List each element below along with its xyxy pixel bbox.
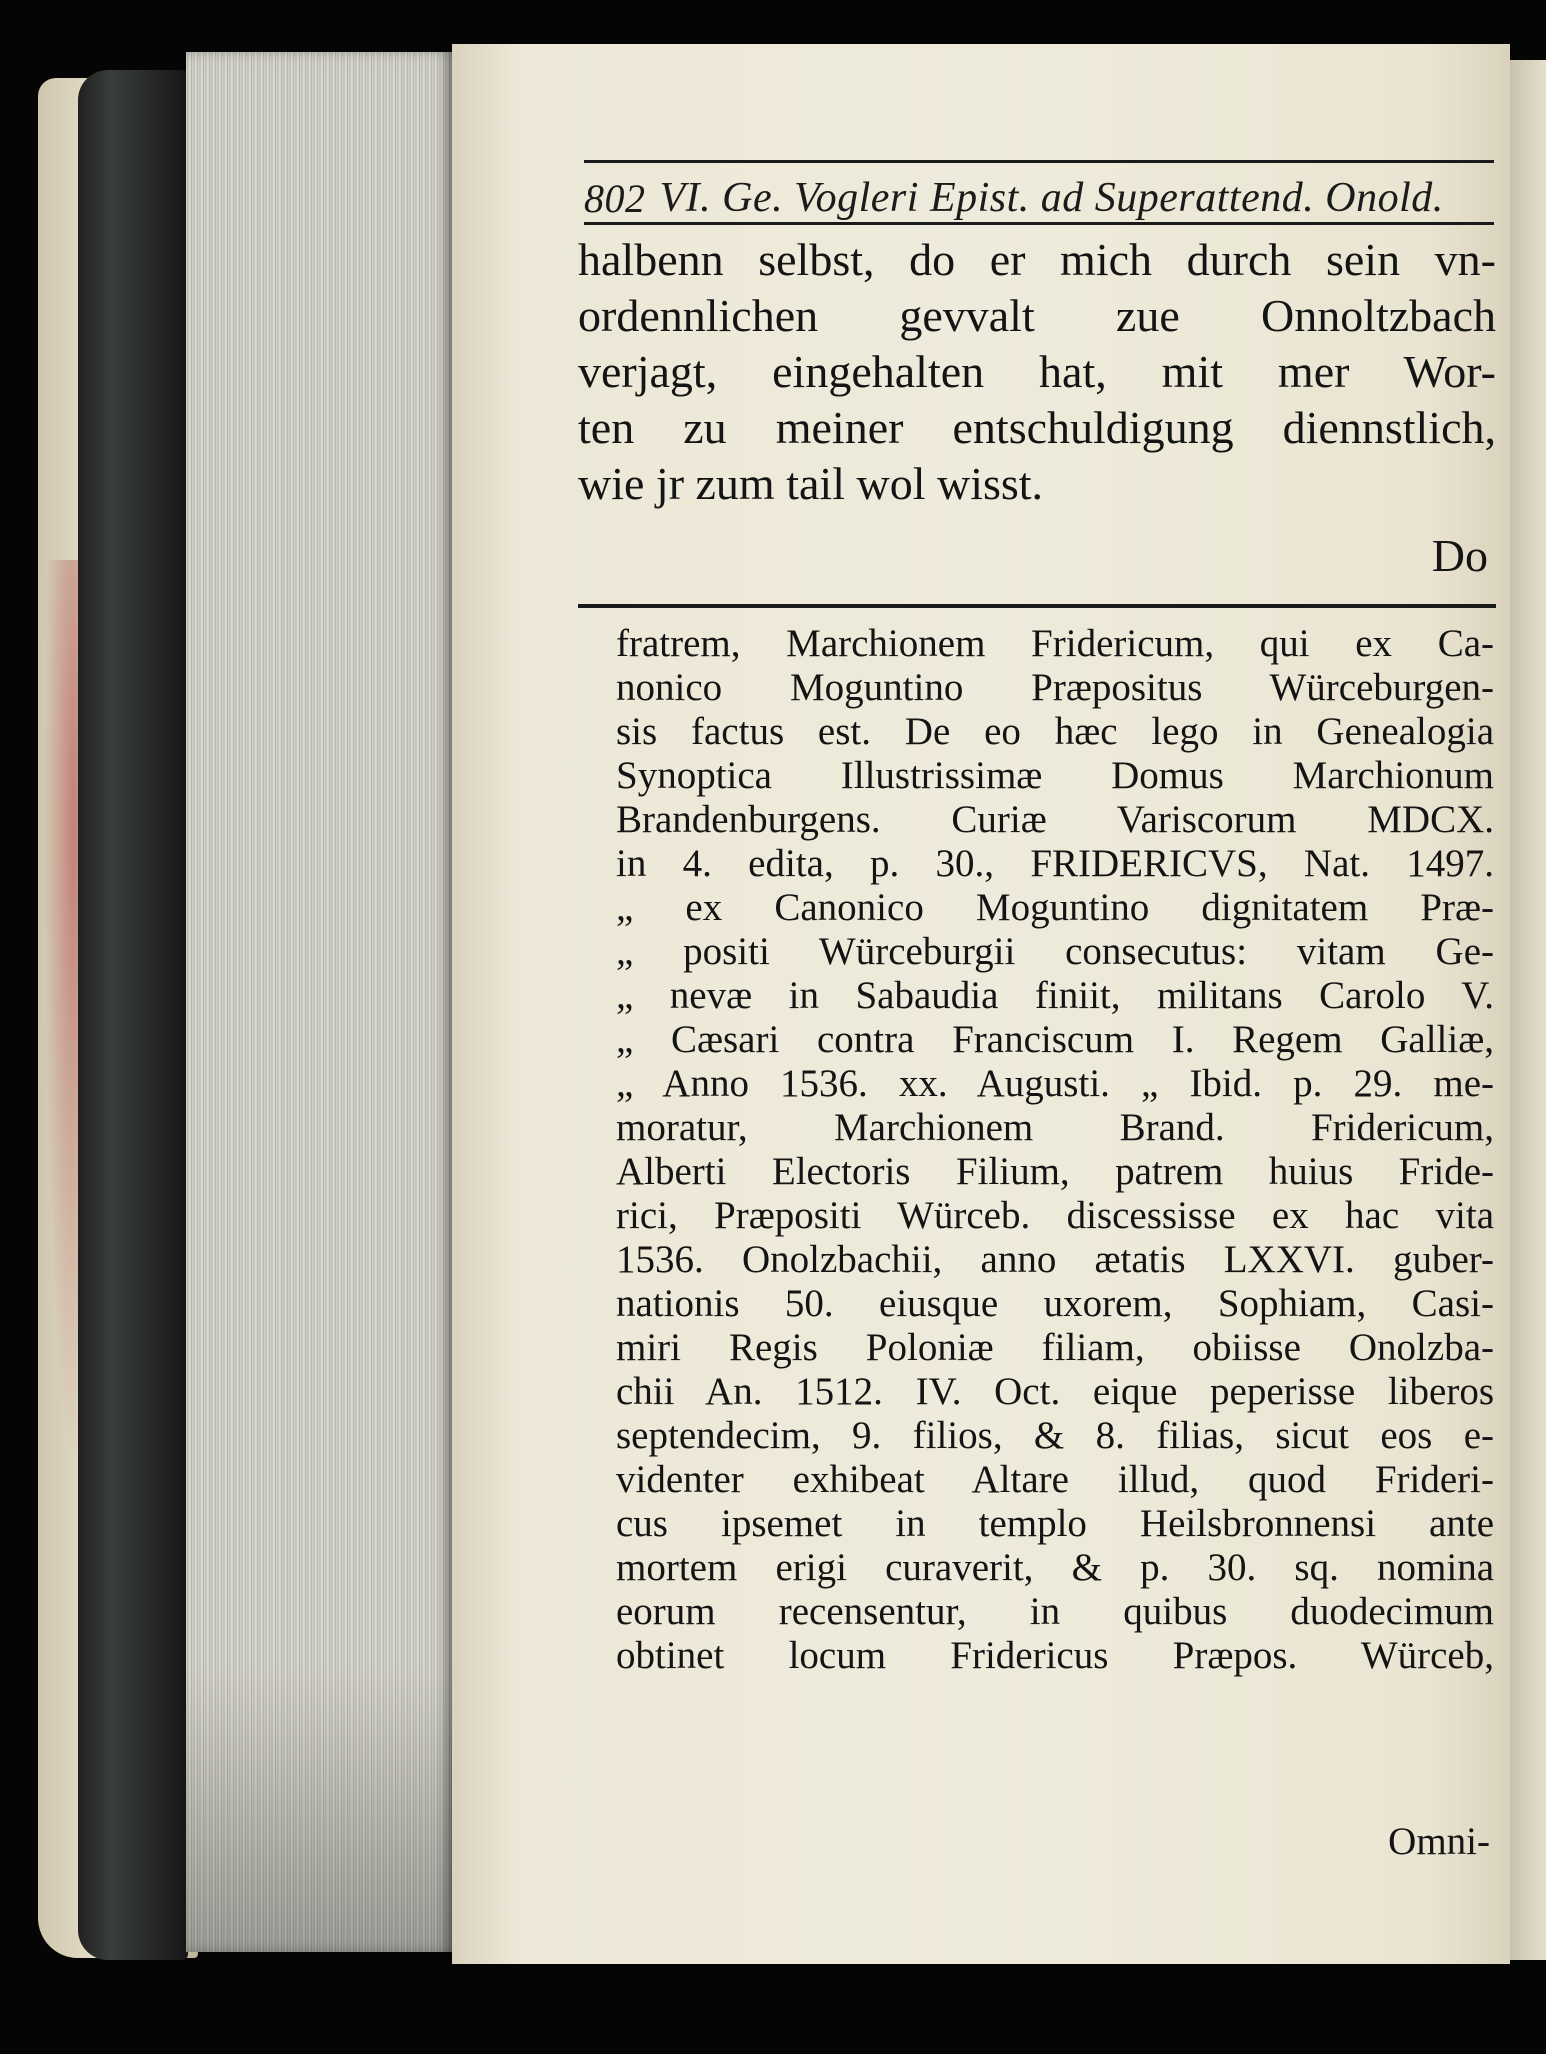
footnote-line: „ Cæsari contra Franciscum I. Regem Galliæ, xyxy=(616,1018,1494,1061)
footnote-line: 1536. Onolzbachii, anno ætatis LXXVI. guber- xyxy=(616,1238,1494,1281)
footnote-line: Brandenburgens. Curiæ Variscorum MDCX. xyxy=(616,798,1494,841)
main-text-line: ten zu meiner entschuldigung diennstlich, xyxy=(578,402,1496,453)
page-number: 802 xyxy=(584,176,646,221)
footnote-line: „ Anno 1536. xx. Augusti. „ Ibid. p. 29. me- xyxy=(616,1062,1494,1105)
book-spine xyxy=(78,70,188,1960)
main-text-catchword: Do xyxy=(1431,530,1488,581)
footnote-line: cus ipsemet in templo Heilsbronnensi ante xyxy=(616,1502,1494,1545)
main-text-line: wie jr zum tail wol wisst. xyxy=(578,458,1044,509)
footnote-block xyxy=(616,622,1494,1678)
page-edges-shade xyxy=(186,52,460,1952)
footnote-line: septendecim, 9. filios, & 8. filias, sicut eos e- xyxy=(616,1414,1494,1457)
footnote-line: fratrem, Marchionem Fridericum, qui ex Ca- xyxy=(616,622,1494,665)
footnote-line: „ nevæ in Sabaudia finiit, militans Carolo V. xyxy=(616,974,1494,1017)
footnote-line: in 4. edita, p. 30., FRIDERICVS, Nat. 1497. xyxy=(616,842,1494,885)
footnote-line: videnter exhibeat Altare illud, quod Frideri- xyxy=(616,1458,1494,1501)
footnote-line: nationis 50. eiusque uxorem, Sophiam, Casi- xyxy=(616,1282,1494,1325)
footnote-line: eorum recensentur, in quibus duodecimum xyxy=(616,1590,1494,1633)
footnote-line: Alberti Electoris Filium, patrem huius Fride- xyxy=(616,1150,1494,1193)
footnote-line: „ positi Würceburgii consecutus: vitam Ge- xyxy=(616,930,1494,973)
main-text-line: verjagt, eingehalten hat, mit mer Wor- xyxy=(578,346,1496,397)
footnote-line: obtinet locum Fridericus Præpos. Würceb, xyxy=(616,1634,1494,1677)
footnote-line: rici, Præpositi Würceb. discessisse ex hac vita xyxy=(616,1194,1494,1237)
footnote-line: sis factus est. De eo hæc lego in Genealogia xyxy=(616,710,1494,753)
main-text-block xyxy=(578,232,1496,512)
footnote-line: chii An. 1512. IV. Oct. eique peperisse liberos xyxy=(616,1370,1494,1413)
footnote-line: Synoptica Illustrissimæ Domus Marchionum xyxy=(616,754,1494,797)
main-text-line: ordennlichen gevvalt zue Onnoltzbach xyxy=(578,290,1496,341)
running-header xyxy=(584,150,1494,225)
facing-page-edge xyxy=(1510,60,1546,1960)
running-title: VI. Ge. Vogleri Epist. ad Superattend. Onold. xyxy=(659,175,1444,221)
footnote-line: miri Regis Poloniæ filiam, obiisse Onolzba- xyxy=(616,1326,1494,1369)
main-text-line: halbenn selbst, do er mich durch sein vn- xyxy=(578,234,1496,285)
footnote-line: „ ex Canonico Moguntino dignitatem Præ- xyxy=(616,886,1494,929)
footnote-line: moratur, Marchionem Brand. Fridericum, xyxy=(616,1106,1494,1149)
footnote-line: nonico Moguntino Præpositus Würceburgen- xyxy=(616,666,1494,709)
footnote-catchword: Omni- xyxy=(1388,1820,1490,1863)
footnote-line: mortem erigi curaverit, & p. 30. sq. nomina xyxy=(616,1546,1494,1589)
footnote-separator-rule xyxy=(578,604,1496,608)
